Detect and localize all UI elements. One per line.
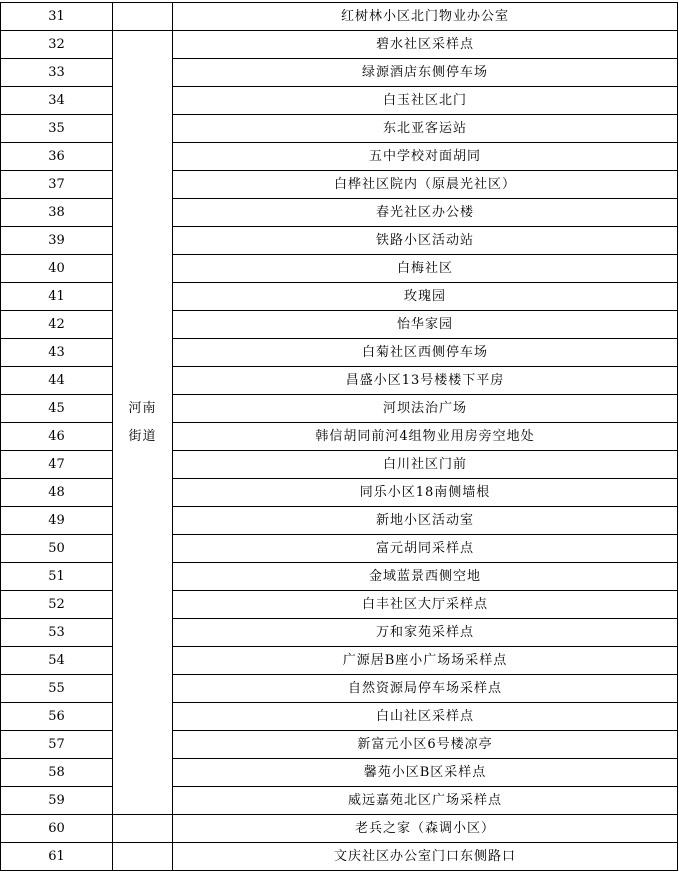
table-row	[1, 787, 678, 815]
site-location: 白山社区采样点	[173, 703, 678, 731]
table-row	[1, 563, 678, 591]
table-row	[1, 423, 678, 451]
table-row	[1, 283, 678, 311]
district-cell-empty	[113, 815, 173, 843]
row-number: 52	[1, 591, 113, 619]
table-row	[1, 815, 678, 843]
site-location: 白梅社区	[173, 255, 678, 283]
row-number: 50	[1, 535, 113, 563]
row-number: 55	[1, 675, 113, 703]
row-number: 56	[1, 703, 113, 731]
table-row	[1, 227, 678, 255]
row-number: 35	[1, 115, 113, 143]
district-cell	[113, 31, 173, 815]
row-number: 45	[1, 395, 113, 423]
row-number: 54	[1, 647, 113, 675]
row-number: 47	[1, 451, 113, 479]
site-location: 绿源酒店东侧停车场	[173, 59, 678, 87]
table-row	[1, 647, 678, 675]
table-row	[1, 591, 678, 619]
site-location: 铁路小区活动站	[173, 227, 678, 255]
table-row	[1, 843, 678, 871]
row-number: 49	[1, 507, 113, 535]
site-location: 金域蓝景西侧空地	[173, 563, 678, 591]
site-location: 同乐小区18南侧墙根	[173, 479, 678, 507]
table-row	[1, 675, 678, 703]
site-location: 春光社区办公楼	[173, 199, 678, 227]
site-location: 新富元小区6号楼凉亭	[173, 731, 678, 759]
site-location: 怡华家园	[173, 311, 678, 339]
site-location: 万和家苑采样点	[173, 619, 678, 647]
site-location: 河坝法治广场	[173, 395, 678, 423]
site-location: 自然资源局停车场采样点	[173, 675, 678, 703]
site-location: 富元胡同采样点	[173, 535, 678, 563]
site-location: 新地小区活动室	[173, 507, 678, 535]
table-row	[1, 507, 678, 535]
row-number: 38	[1, 199, 113, 227]
table-row	[1, 703, 678, 731]
district-cell-empty	[113, 843, 173, 871]
site-location: 玫瑰园	[173, 283, 678, 311]
site-location: 馨苑小区B区采样点	[173, 759, 678, 787]
table-row	[1, 115, 678, 143]
row-number: 40	[1, 255, 113, 283]
table-row	[1, 479, 678, 507]
table-row	[1, 3, 678, 31]
row-number: 43	[1, 339, 113, 367]
table-row	[1, 339, 678, 367]
row-number: 44	[1, 367, 113, 395]
site-location: 五中学校对面胡同	[173, 143, 678, 171]
table-row	[1, 59, 678, 87]
row-number: 39	[1, 227, 113, 255]
row-number: 42	[1, 311, 113, 339]
row-number: 32	[1, 31, 113, 59]
table-row	[1, 367, 678, 395]
row-number: 51	[1, 563, 113, 591]
site-location: 东北亚客运站	[173, 115, 678, 143]
site-location: 威远嘉苑北区广场采样点	[173, 787, 678, 815]
site-location: 老兵之家（森调小区）	[173, 815, 678, 843]
table-row	[1, 619, 678, 647]
sampling-site-table	[0, 2, 678, 871]
row-number: 57	[1, 731, 113, 759]
table-row	[1, 31, 678, 59]
site-location: 昌盛小区13号楼楼下平房	[173, 367, 678, 395]
site-location: 文庆社区办公室门口东侧路口	[173, 843, 678, 871]
table-row	[1, 311, 678, 339]
row-number: 37	[1, 171, 113, 199]
row-number: 34	[1, 87, 113, 115]
row-number: 31	[1, 3, 113, 31]
district-name-line1: 河南	[128, 400, 157, 416]
table-row	[1, 87, 678, 115]
row-number: 53	[1, 619, 113, 647]
row-number: 46	[1, 423, 113, 451]
table-row	[1, 759, 678, 787]
table-row	[1, 255, 678, 283]
row-number: 61	[1, 843, 113, 871]
row-number: 33	[1, 59, 113, 87]
district-cell-empty	[113, 3, 173, 31]
row-number: 48	[1, 479, 113, 507]
table-row	[1, 171, 678, 199]
table-row	[1, 731, 678, 759]
site-location: 白川社区门前	[173, 451, 678, 479]
table-row	[1, 395, 678, 423]
table-row	[1, 143, 678, 171]
site-location: 白丰社区大厅采样点	[173, 591, 678, 619]
row-number: 59	[1, 787, 113, 815]
table-row	[1, 451, 678, 479]
site-location: 韩信胡同前河4组物业用房旁空地处	[173, 423, 678, 451]
site-location: 广源居B座小广场场采样点	[173, 647, 678, 675]
row-number: 41	[1, 283, 113, 311]
row-number: 36	[1, 143, 113, 171]
table-row	[1, 199, 678, 227]
row-number: 58	[1, 759, 113, 787]
site-location: 碧水社区采样点	[173, 31, 678, 59]
site-location: 红树林小区北门物业办公室	[173, 3, 678, 31]
site-location: 白菊社区西侧停车场	[173, 339, 678, 367]
site-location: 白玉社区北门	[173, 87, 678, 115]
district-name-line2: 街道	[128, 428, 157, 444]
table-row	[1, 535, 678, 563]
site-location: 白桦社区院内（原晨光社区）	[173, 171, 678, 199]
row-number: 60	[1, 815, 113, 843]
